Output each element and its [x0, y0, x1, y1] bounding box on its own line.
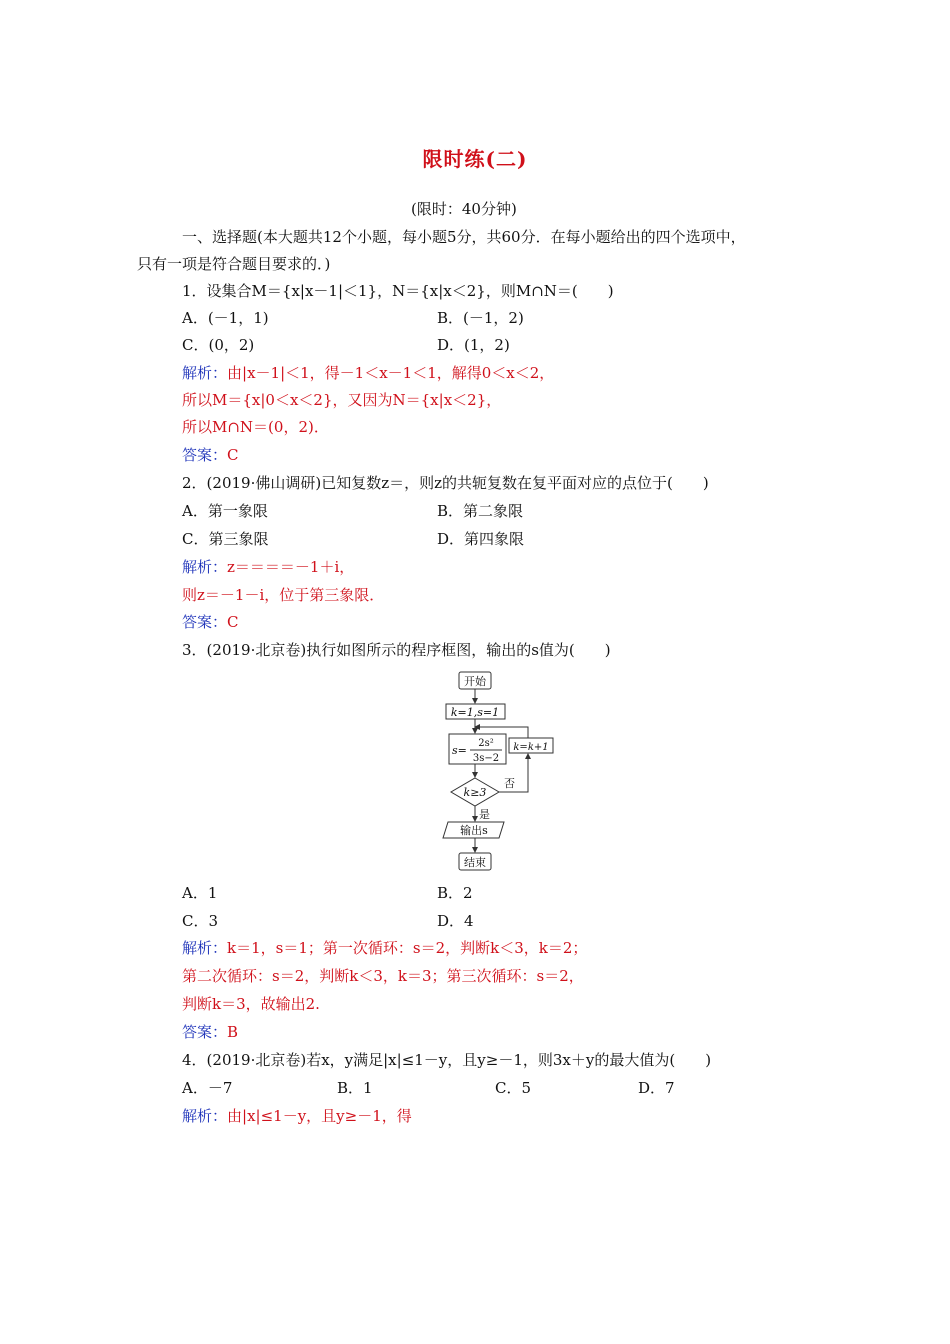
- flowchart-assign-num: 2s²: [478, 738, 494, 749]
- flowchart-init-text: k=1,s=1: [450, 706, 500, 719]
- q1-analysis-label: 解析：: [182, 364, 228, 382]
- q4-option-a: A．－7: [182, 1079, 233, 1097]
- q2-option-a: A．第一象限: [182, 502, 268, 520]
- flowchart-update-text: k=k+1: [513, 742, 549, 753]
- q3-option-a: A．1: [182, 884, 218, 902]
- page-title: 限时练(二): [422, 147, 528, 171]
- q3-option-d: D．4: [437, 912, 474, 930]
- flowchart-assign-den: 3s−2: [472, 753, 500, 764]
- q2-option-c: C．第三象限: [182, 530, 269, 548]
- flowchart-cond-text: k≥3: [463, 786, 487, 799]
- q1-answer: [182, 445, 239, 465]
- flowchart-loop-back: [475, 727, 528, 738]
- q3-answer-label: 答案：: [182, 1023, 228, 1041]
- q4-option-d: D．7: [638, 1079, 675, 1097]
- q2-analysis-line2: 则z＝－1－i，位于第三象限．: [182, 586, 385, 604]
- q1-analysis-line3: 所以M∩N＝(0，2)．: [182, 418, 329, 436]
- q4-analysis-line1: [182, 1106, 412, 1126]
- q3-analysis-line3: 判断k＝3，故输出2.: [182, 995, 320, 1013]
- q2-option-b: B．第二象限: [437, 502, 524, 520]
- q3-stem: 3．(2019·北京卷)执行如图所示的程序框图，输出的s值为( ): [182, 641, 611, 659]
- q3-analysis-line2: 第二次循环：s＝2，判断k＜3，k＝3；第三次循环：s＝2，: [182, 967, 584, 985]
- q3-analysis-text1: k＝1，s＝1；第一次循环：s＝2，判断k＜3，k＝2；: [227, 939, 588, 957]
- q3-analysis-line1: [182, 938, 587, 958]
- section-intro-line1: 一、选择题(本大题共12个小题，每小题5分，共60分．在每小题给出的四个选项中，: [182, 228, 746, 246]
- q3-answer-value: B: [227, 1023, 239, 1041]
- flowchart-output-text: 输出s: [460, 824, 488, 837]
- flowchart-start-text: 开始: [464, 675, 486, 688]
- q3-flowchart: [440, 668, 560, 874]
- q2-analysis-text1: z＝＝＝＝－1＋i，: [227, 558, 355, 576]
- q4-stem: 4．(2019·北京卷)若x，y满足|x|≤1－y，且y≥－1，则3x＋y的最大值为( ): [182, 1051, 712, 1069]
- q1-option-a: A．(－1，1): [182, 309, 269, 327]
- q1-analysis-line2: 所以M＝{x|0＜x＜2}，又因为N＝{x|x＜2}，: [182, 391, 502, 409]
- q2-stem: 2．(2019·佛山调研)已知复数z＝，则z的共轭复数在复平面对应的点位于( ): [182, 474, 709, 492]
- time-limit: (限时：40分钟): [411, 200, 517, 218]
- q1-option-d: D．(1，2): [437, 336, 510, 354]
- q2-answer-label: 答案：: [182, 613, 228, 631]
- q3-analysis-label: 解析：: [182, 939, 228, 957]
- q1-answer-value: C: [227, 446, 239, 464]
- q4-option-b: B．1: [337, 1079, 373, 1097]
- q2-analysis-line1: [182, 557, 354, 577]
- q1-answer-label: 答案：: [182, 446, 228, 464]
- q1-option-b: B．(－1，2): [437, 309, 524, 327]
- q3-option-c: C．3: [182, 912, 219, 930]
- q4-option-c: C．5: [495, 1079, 532, 1097]
- q2-answer: [182, 612, 239, 632]
- q2-option-d: D．第四象限: [437, 530, 525, 548]
- q1-analysis-text1: 由|x－1|＜1，得－1＜x－1＜1，解得0＜x＜2，: [227, 364, 555, 382]
- q1-stem: 1．设集合M＝{x|x－1|＜1}，N＝{x|x＜2}，则M∩N＝( ): [182, 282, 614, 300]
- q3-option-b: B．2: [437, 884, 473, 902]
- flowchart-assign-lhs: s=: [452, 744, 467, 757]
- q2-answer-value: C: [227, 613, 239, 631]
- q1-option-c: C．(0，2): [182, 336, 255, 354]
- q2-analysis-label: 解析：: [182, 558, 228, 576]
- q1-analysis-line1: [182, 363, 554, 383]
- section-intro-line2: 只有一项是符合题目要求的．): [137, 255, 331, 273]
- q3-answer: [182, 1022, 238, 1042]
- flowchart-end-text: 结束: [464, 856, 486, 869]
- q4-analysis-text1: 由|x|≤1－y，且y≥－1，得: [227, 1107, 412, 1125]
- flowchart-no-label: 否: [504, 777, 515, 790]
- q4-analysis-label: 解析：: [182, 1107, 228, 1125]
- flowchart-yes-label: 是: [479, 808, 490, 821]
